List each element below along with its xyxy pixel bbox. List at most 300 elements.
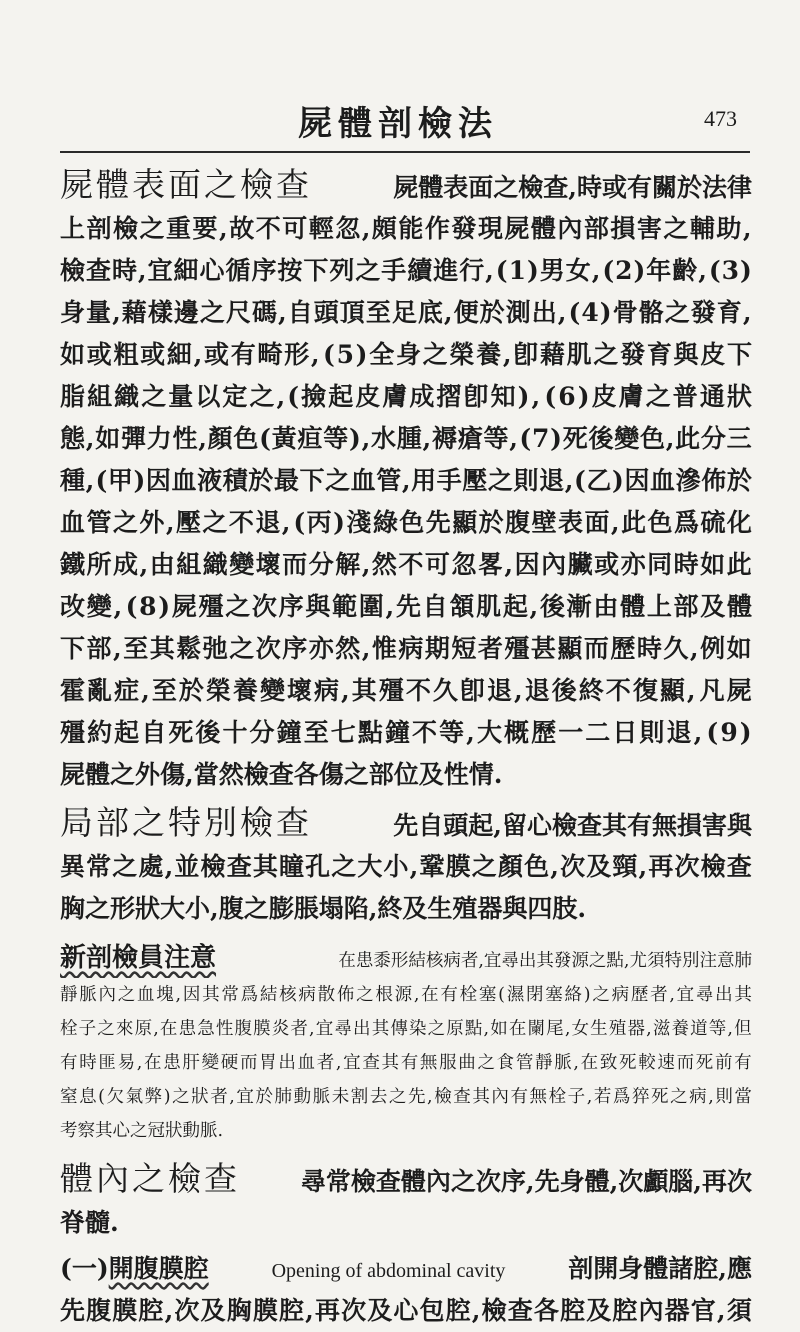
page-body: [60, 162, 752, 1332]
glyph: 之: [172, 1087, 190, 1107]
glyph: 通: [699, 382, 725, 411]
glyph: 底: [417, 298, 443, 327]
glyph: 病: [298, 985, 316, 1005]
glyph: 二: [585, 718, 611, 747]
glyph: 與: [305, 592, 331, 621]
glyph: 發: [451, 214, 477, 243]
glyph: 於: [478, 508, 504, 537]
glyph: 或: [86, 340, 112, 369]
glyph: 管: [376, 466, 402, 495]
glyph: 約: [87, 718, 113, 747]
glyph: 殭: [504, 634, 530, 663]
glyph: (: [495, 256, 508, 285]
glyph: 變: [259, 676, 285, 705]
glyph: 色: [399, 508, 425, 537]
glyph: 解: [335, 550, 361, 579]
glyph: 此: [726, 550, 752, 579]
glyph: ,: [198, 424, 207, 453]
glyph: 較: [638, 1053, 656, 1073]
glyph: 腹: [86, 1296, 112, 1325]
glyph: 漸: [566, 592, 592, 621]
glyph: 尾: [546, 1019, 564, 1039]
glyph: ,: [141, 676, 150, 705]
glyph: 之: [202, 508, 228, 537]
glyph: 有: [510, 1087, 528, 1107]
glyph: 後: [551, 676, 577, 705]
glyph: 女: [565, 256, 591, 285]
glyph: 胸: [226, 1296, 252, 1325]
glyph: 上: [646, 592, 672, 621]
glyph: 壞: [286, 676, 312, 705]
glyph: 至: [151, 676, 177, 705]
glyph: 鐵: [60, 550, 86, 579]
glyph: 及: [700, 592, 726, 621]
glyph: 肌: [476, 592, 502, 621]
glyph: 腔: [612, 1296, 638, 1325]
glyph: 用: [411, 466, 437, 495]
glyph: 綠: [372, 508, 398, 537]
glyph: 色: [524, 852, 550, 881]
glyph: 死: [651, 1087, 669, 1107]
glyph: ,: [502, 340, 512, 369]
glyph: ,: [509, 424, 518, 453]
glyph: 大: [476, 718, 502, 747]
glyph: 脈: [312, 1087, 331, 1107]
glyph: 之: [117, 985, 136, 1005]
glyph: 後: [539, 592, 565, 621]
glyph: 卽: [513, 340, 539, 369]
glyph: 圍: [358, 592, 384, 621]
glyph: 之: [471, 852, 497, 881]
glyph: 行: [459, 256, 485, 285]
glyph: (: [544, 382, 557, 411]
glyph: 不: [412, 718, 438, 747]
glyph: 割: [350, 1087, 369, 1107]
glyph: ,: [335, 1053, 342, 1073]
glyph: ,: [531, 382, 541, 411]
glyph: 畧: [477, 550, 503, 579]
glyph: 在: [159, 1019, 178, 1039]
glyph: ,: [153, 1019, 159, 1039]
glyph: 之: [487, 466, 513, 495]
glyph: 退: [486, 676, 512, 705]
section3-line-0: [60, 1156, 752, 1202]
glyph: ,: [638, 852, 648, 881]
glyph: 心: [393, 1296, 419, 1325]
glyph: 下: [303, 256, 329, 285]
glyph: 序: [282, 634, 308, 663]
glyph: 能: [398, 214, 424, 243]
glyph: 膜: [253, 1019, 271, 1039]
glyph: 胃: [259, 1053, 277, 1073]
glyph: ,: [165, 508, 175, 537]
glyph: 於: [726, 466, 752, 495]
glyph: 傳: [390, 1019, 408, 1039]
glyph: 屍: [171, 592, 197, 621]
glyph: 硬: [220, 1053, 239, 1073]
glyph: 子: [78, 1019, 97, 1039]
glyph: 在: [508, 1019, 527, 1039]
glyph: ,: [529, 592, 539, 621]
glyph: 養: [671, 1019, 689, 1039]
glyph: 須: [726, 1296, 752, 1325]
glyph: 之: [325, 466, 351, 495]
glyph: 至: [123, 634, 149, 663]
glyph: 七: [330, 718, 356, 747]
section1-line-11: [60, 628, 752, 670]
glyph: 改: [60, 592, 86, 621]
glyph: 原: [446, 1019, 464, 1039]
glyph: 邊: [173, 298, 199, 327]
glyph: 2: [615, 256, 633, 285]
glyph: ,: [361, 634, 371, 663]
glyph: 普: [672, 382, 698, 411]
glyph: 屍: [726, 676, 752, 705]
glyph: 藉: [539, 340, 565, 369]
glyph: 概: [504, 718, 530, 747]
glyph: 之: [645, 382, 671, 411]
glyph: ,: [513, 676, 523, 705]
glyph: ,: [708, 1087, 714, 1107]
glyph: ,: [113, 592, 123, 621]
glyph: 自: [141, 718, 167, 747]
glyph: 範: [332, 592, 358, 621]
glyph: 宜: [343, 1053, 361, 1073]
glyph: 處: [138, 852, 164, 881]
glyph: 爲: [673, 508, 699, 537]
glyph: 量: [168, 382, 194, 411]
glyph: ): [612, 466, 624, 495]
glyph: 次: [251, 592, 277, 621]
glyph: 查: [507, 1296, 533, 1325]
glyph: 液: [197, 466, 223, 495]
glyph: 體: [620, 592, 646, 621]
glyph: 不: [255, 214, 281, 243]
glyph: 無: [529, 1087, 547, 1107]
glyph: 檢: [60, 256, 86, 285]
glyph: 在: [580, 1053, 599, 1073]
glyph: 下: [726, 340, 752, 369]
glyph: 碼: [251, 298, 277, 327]
glyph: ,: [341, 676, 350, 705]
glyph: 次: [560, 852, 586, 881]
glyph: 之: [388, 1087, 407, 1107]
glyph: 塊: [156, 985, 174, 1005]
glyph: 成: [113, 550, 139, 579]
glyph: 其: [381, 1053, 400, 1073]
glyph: 損: [610, 214, 636, 243]
glyph: 宜: [676, 985, 695, 1005]
glyph: 退: [524, 676, 550, 705]
glyph: 種: [60, 466, 86, 495]
glyph: 剖: [86, 214, 112, 243]
glyph: 源: [394, 985, 413, 1005]
section2-line-2: [60, 888, 752, 930]
subsection-title: 開腹膜腔: [108, 1254, 209, 1283]
subsection-heading: [60, 1248, 209, 1290]
glyph: 可: [282, 214, 308, 243]
note-line-3: [60, 1046, 752, 1080]
glyph: 查: [453, 1087, 471, 1107]
glyph: 尋: [695, 985, 714, 1005]
glyph: ,: [276, 382, 286, 411]
glyph: 急: [197, 1019, 215, 1039]
glyph: 腔: [445, 1296, 471, 1325]
glyph: 十: [222, 718, 248, 747]
glyph: 器: [664, 1296, 690, 1325]
glyph: ,: [573, 1053, 579, 1073]
glyph: 先: [407, 1087, 426, 1107]
glyph: 及: [200, 1296, 226, 1325]
glyph: 其: [351, 676, 377, 705]
glyph: 色: [647, 508, 673, 537]
glyph: 之: [141, 382, 167, 411]
glyph: 塞: [545, 985, 563, 1005]
glyph: 退: [666, 718, 692, 747]
glyph: 性: [215, 1019, 234, 1039]
glyph: ,: [564, 1019, 571, 1039]
glyph: 皮: [700, 340, 726, 369]
glyph: 身: [395, 340, 421, 369]
section1-line-4: [60, 334, 752, 376]
section1-heading: 屍體表面之檢查: [60, 165, 312, 204]
glyph: 故: [229, 214, 255, 243]
glyph: 重: [166, 214, 192, 243]
glyph: 此: [675, 424, 701, 453]
glyph: 在: [144, 1053, 162, 1073]
glyph: 自: [287, 298, 313, 327]
glyph: ,: [564, 466, 574, 495]
glyph: 鞏: [419, 852, 445, 881]
glyph: 久: [663, 634, 689, 663]
glyph: 出: [353, 1019, 371, 1039]
glyph: 病: [689, 1087, 707, 1107]
glyph: ): [633, 256, 646, 285]
glyph: 則: [715, 1087, 733, 1107]
note-line-1: [60, 978, 752, 1012]
section1-line-10: [60, 586, 752, 628]
glyph: 退: [255, 508, 281, 537]
glyph: 霍: [60, 676, 86, 705]
glyph: ,: [550, 852, 559, 881]
glyph: 死: [168, 718, 194, 747]
glyph: 檢: [434, 1087, 452, 1107]
glyph: ,: [85, 466, 95, 495]
glyph: 摺: [436, 382, 462, 411]
note-line-5: [60, 1114, 752, 1148]
glyph: 內: [638, 1296, 664, 1325]
glyph: 之: [477, 1053, 495, 1073]
page-header: [0, 96, 800, 146]
glyph: 例: [700, 634, 726, 663]
glyph: 殭: [198, 592, 224, 621]
glyph: 小: [383, 852, 409, 881]
glyph: 頗: [371, 214, 397, 243]
glyph: ): [333, 508, 345, 537]
glyph: 期: [424, 634, 450, 663]
glyph: 惟: [371, 634, 397, 663]
glyph: 之: [225, 592, 251, 621]
glyph: 腹: [234, 1019, 252, 1039]
section1-line-0: [60, 162, 752, 208]
glyph: 後: [195, 718, 221, 747]
section1-line-7: [60, 460, 752, 502]
glyph: ,: [466, 718, 475, 747]
glyph: 或: [594, 550, 620, 579]
glyph: 則: [513, 466, 539, 495]
glyph: 病: [611, 985, 630, 1005]
glyph: 或: [204, 340, 230, 369]
glyph: 有: [734, 1053, 752, 1073]
glyph: 循: [225, 256, 251, 285]
glyph: 退: [539, 466, 565, 495]
glyph: ,: [742, 298, 752, 327]
glyph: 忽: [451, 550, 477, 579]
glyph: 核: [279, 985, 297, 1005]
glyph: 一: [558, 718, 584, 747]
glyph: ,: [136, 1053, 143, 1073]
glyph: 血: [650, 466, 676, 495]
glyph: 在: [421, 985, 439, 1005]
glyph: 現: [477, 214, 503, 243]
glyph: 患: [178, 1019, 197, 1039]
glyph: 顯: [557, 634, 583, 663]
glyph: 1: [508, 256, 526, 285]
glyph: 時: [636, 634, 662, 663]
glyph: 身: [60, 298, 86, 327]
section1-line-9: [60, 544, 752, 586]
glyph: 及: [586, 1296, 612, 1325]
glyph: ,: [164, 1296, 174, 1325]
glyph: ,: [485, 256, 494, 285]
glyph: 亂: [87, 676, 113, 705]
glyph: 之: [593, 340, 619, 369]
glyph: ,: [164, 852, 174, 881]
glyph: 之: [331, 852, 357, 881]
glyph: 檢: [200, 852, 226, 881]
glyph: 肌: [566, 340, 592, 369]
glyph: 3: [721, 256, 740, 285]
glyph: 出: [715, 985, 733, 1005]
glyph: 血: [137, 985, 155, 1005]
glyph: 易: [117, 1053, 136, 1073]
glyph: 各: [533, 1296, 559, 1325]
glyph: 化: [726, 508, 752, 537]
glyph: 閉: [525, 985, 544, 1005]
glyph: 同: [647, 550, 673, 579]
header-rule: [60, 151, 750, 153]
glyph: 鬆: [176, 634, 202, 663]
subsection-number: (一): [60, 1254, 109, 1283]
glyph: 於: [479, 298, 505, 327]
glyph: (: [125, 592, 138, 621]
glyph: 內: [491, 1087, 509, 1107]
glyph: 續: [407, 256, 433, 285]
glyph: 根: [375, 985, 393, 1005]
glyph: 子: [567, 1087, 586, 1107]
glyph: 如: [95, 424, 121, 453]
glyph: 道: [690, 1019, 708, 1039]
glyph: 榮: [449, 340, 475, 369]
glyph: ,: [443, 298, 453, 327]
glyph: 甲: [107, 466, 133, 495]
glyph: ,: [727, 1019, 733, 1039]
glyph: 手: [381, 256, 407, 285]
section3-line-1: [60, 1202, 752, 1244]
section1-text: 屍體表面之檢查,時或有關於法律: [393, 173, 752, 202]
glyph: 之: [422, 340, 448, 369]
glyph: 弛: [202, 634, 228, 663]
glyph: 腫: [396, 424, 422, 453]
glyph: 知: [490, 382, 516, 411]
glyph: (: [568, 298, 581, 327]
glyph: (: [519, 424, 532, 453]
glyph: 起: [502, 592, 528, 621]
glyph: 出: [278, 1053, 296, 1073]
subsection-english: Opening of abdominal cavity: [271, 1260, 506, 1282]
section1-line-8: [60, 502, 752, 544]
glyph: ,: [277, 298, 287, 327]
glyph: ,: [361, 550, 371, 579]
glyph: 查: [362, 1053, 380, 1073]
glyph: 靜: [60, 985, 78, 1005]
glyph: ,: [361, 424, 371, 453]
glyph: 先: [395, 592, 421, 621]
note-line-2: [60, 1012, 752, 1046]
glyph: 頂: [339, 298, 365, 327]
glyph: 8: [139, 592, 157, 621]
glyph: 栓: [459, 985, 478, 1005]
glyph: 分: [700, 424, 726, 453]
glyph: 定: [222, 382, 248, 411]
glyph: 則: [639, 718, 665, 747]
glyph: ): [526, 256, 539, 285]
glyph: 其: [252, 852, 278, 881]
glyph: 致: [599, 1053, 618, 1073]
glyph: 藉: [121, 298, 147, 327]
glyph: 年: [646, 256, 672, 285]
glyph: 而: [239, 1053, 258, 1073]
glyph: ,: [693, 718, 703, 747]
glyph: ): [739, 718, 752, 747]
glyph: 發: [690, 298, 716, 327]
glyph: 乙: [586, 466, 612, 495]
glyph: ,: [483, 1019, 490, 1039]
glyph: 可: [424, 550, 450, 579]
glyph: 等: [483, 424, 509, 453]
glyph: (: [287, 382, 300, 411]
glyph: 於: [255, 1087, 273, 1107]
glyph: 次: [255, 634, 281, 663]
glyph: 卽: [463, 382, 489, 411]
glyph: 榮: [205, 676, 231, 705]
glyph: 量: [86, 298, 112, 327]
glyph: ,: [113, 634, 122, 663]
glyph: 死: [619, 1053, 637, 1073]
section2-line-1: [60, 846, 752, 888]
glyph: 先: [425, 508, 451, 537]
glyph: (: [293, 508, 306, 537]
glyph: 殖: [608, 1019, 627, 1039]
glyph: 內: [98, 985, 116, 1005]
glyph: 爲: [240, 985, 259, 1005]
glyph: 歷: [610, 634, 636, 663]
glyph: 變: [229, 550, 255, 579]
glyph: 之: [663, 214, 689, 243]
glyph: 養: [232, 676, 258, 705]
body-text: 胸之形狀大小,腹之膨脹塌陷,終及生殖器與四肢.: [60, 894, 587, 923]
glyph: 日: [612, 718, 638, 747]
